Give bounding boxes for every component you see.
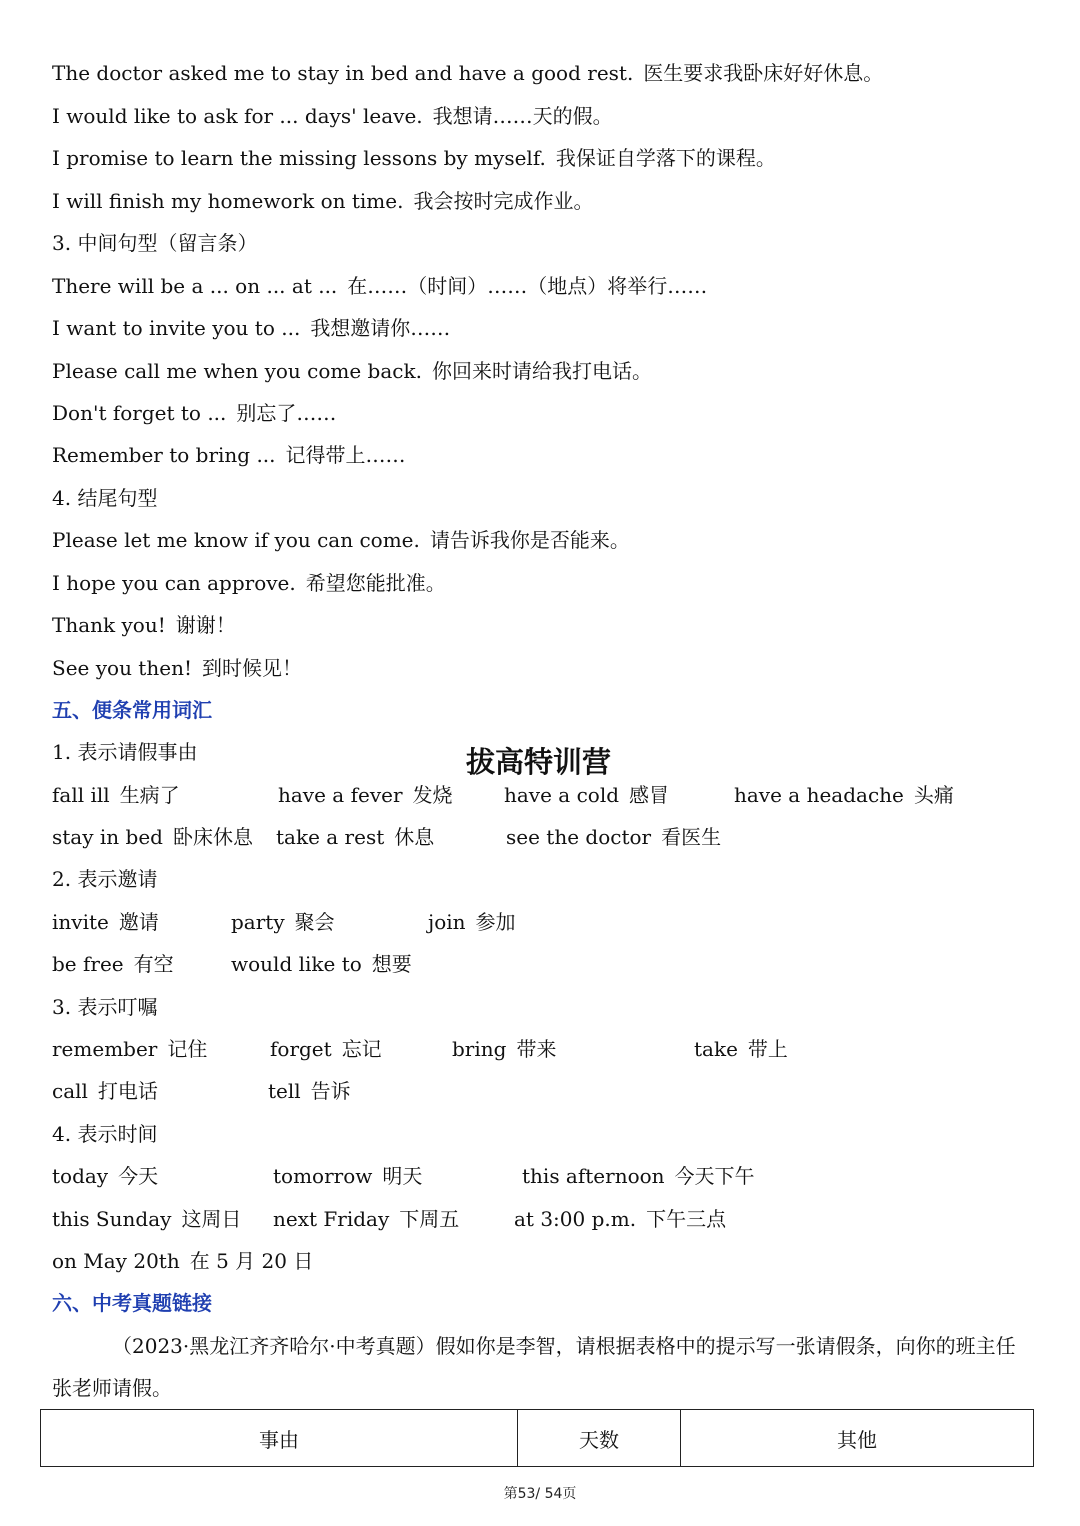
vocab-item: call 打电话 <box>52 1079 158 1103</box>
sentence-cn: 我想邀请你…… <box>310 316 451 340</box>
vocab-item: see the doctor 看医生 <box>506 825 722 849</box>
vocab-row <box>0 1077 1080 1105</box>
sentence-cn: 希望您能批准。 <box>305 571 446 595</box>
sentence-line <box>52 654 302 682</box>
vocab-item: tomorrow 明天 <box>273 1164 423 1188</box>
sentence-line <box>52 526 630 554</box>
sentence-cn: 你回来时请给我打电话。 <box>431 359 652 383</box>
sentence-en: I will finish my homework on time. <box>52 189 404 213</box>
vocab-item: party 聚会 <box>231 910 335 934</box>
vocab-row <box>0 781 1080 809</box>
sentence-line <box>52 102 613 130</box>
sentence-cn: 别忘了…… <box>236 401 337 425</box>
vocab-item: join 参加 <box>428 910 516 934</box>
sentence-en: I want to invite you to ... <box>52 316 301 340</box>
section-3-title: 3. 中间句型（留言条） <box>52 231 258 255</box>
section-6-heading: 六、中考真题链接 <box>52 1291 212 1315</box>
vocab-group-title: 2. 表示邀请 <box>52 867 158 891</box>
vocab-item: next Friday 下周五 <box>273 1207 460 1231</box>
sentence-en: I promise to learn the missing lessons by myself. <box>52 146 546 170</box>
page-number-footer: 第53/ 54页 <box>503 1486 577 1502</box>
vocab-item: this afternoon 今天下午 <box>522 1164 755 1188</box>
sentence-cn: 谢谢！ <box>175 613 236 637</box>
sentence-cn: 记得带上…… <box>285 443 406 467</box>
sentence-cn: 我保证自学落下的课程。 <box>555 146 776 170</box>
vocab-row <box>0 1162 1080 1190</box>
vocab-item: fall ill 生病了 <box>52 783 180 807</box>
vocab-item: take 带上 <box>694 1037 788 1061</box>
vocab-item: have a cold 感冒 <box>504 783 670 807</box>
vocab-item: have a fever 发烧 <box>278 783 453 807</box>
sentence-cn: 我会按时完成作业。 <box>413 189 594 213</box>
table-header-other: 其他 <box>681 1410 1034 1467</box>
vocab-item: remember 记住 <box>52 1037 208 1061</box>
sentence-en: Please call me when you come back. <box>52 359 422 383</box>
sentence-line <box>52 569 446 597</box>
vocab-item: have a headache 头痛 <box>734 783 954 807</box>
sentence-line <box>52 399 336 427</box>
vocab-item: stay in bed 卧床休息 <box>52 825 253 849</box>
sentence-en: Remember to bring ... <box>52 443 276 467</box>
watermark-text: 拔高特训营 <box>466 745 612 779</box>
sentence-cn: 医生要求我卧床好好休息。 <box>643 61 884 85</box>
sentence-cn: 请告诉我你是否能来。 <box>429 528 630 552</box>
vocab-item: on May 20th 在 5 月 20 日 <box>52 1249 314 1273</box>
section-5-heading: 五、便条常用词汇 <box>52 698 212 722</box>
sentence-line <box>52 144 776 172</box>
vocab-row <box>0 823 1080 851</box>
sentence-en: There will be a ... on ... at ... <box>52 274 338 298</box>
vocab-row <box>0 950 1080 978</box>
table-header-reason: 事由 <box>41 1410 518 1467</box>
vocab-item: be free 有空 <box>52 952 174 976</box>
vocab-row <box>0 908 1080 936</box>
sentence-line <box>52 357 652 385</box>
sentence-line <box>52 272 707 300</box>
sentence-line <box>52 441 406 469</box>
sentence-en: I would like to ask for ... days' leave. <box>52 104 423 128</box>
sentence-en: Don't forget to ... <box>52 401 227 425</box>
vocab-group-title: 1. 表示请假事由 <box>52 740 198 764</box>
sentence-cn: 在……（时间）……（地点）将举行…… <box>347 274 708 298</box>
vocab-item: invite 邀请 <box>52 910 159 934</box>
vocab-item: at 3:00 p.m. 下午三点 <box>514 1207 727 1231</box>
sentence-en: The doctor asked me to stay in bed and have a good rest. <box>52 61 634 85</box>
table-header-days: 天数 <box>518 1410 681 1467</box>
sentence-line <box>52 187 593 215</box>
vocab-item: tell 告诉 <box>268 1079 351 1103</box>
vocab-row <box>0 1035 1080 1063</box>
vocab-item: today 今天 <box>52 1164 159 1188</box>
leave-request-table <box>40 1409 1034 1467</box>
vocab-item: would like to 想要 <box>231 952 412 976</box>
section-4-title: 4. 结尾句型 <box>52 486 158 510</box>
vocab-item: bring 带来 <box>452 1037 557 1061</box>
sentence-en: Thank you! <box>52 613 166 637</box>
vocab-row <box>0 1247 1080 1275</box>
vocab-row <box>0 1205 1080 1233</box>
sentence-en: Please let me know if you can come. <box>52 528 420 552</box>
vocab-item: forget 忘记 <box>270 1037 382 1061</box>
sentence-line <box>52 314 450 342</box>
sentence-cn: 我想请……天的假。 <box>432 104 613 128</box>
vocab-item: take a rest 休息 <box>276 825 435 849</box>
sentence-line <box>52 611 236 639</box>
sentence-en: See you then! <box>52 656 192 680</box>
table-header-row <box>41 1410 1034 1467</box>
exam-question-paragraph: （2023·黑龙江齐齐哈尔·中考真题）假如你是李智，请根据表格中的提示写一张请假条，向你的班主任张老师请假。 <box>52 1334 1016 1400</box>
vocab-group-title: 4. 表示时间 <box>52 1122 158 1146</box>
sentence-en: I hope you can approve. <box>52 571 296 595</box>
vocab-item: this Sunday 这周日 <box>52 1207 242 1231</box>
vocab-group-title: 3. 表示叮嘱 <box>52 995 158 1019</box>
sentence-line <box>52 59 883 87</box>
sentence-cn: 到时候见！ <box>201 656 302 680</box>
